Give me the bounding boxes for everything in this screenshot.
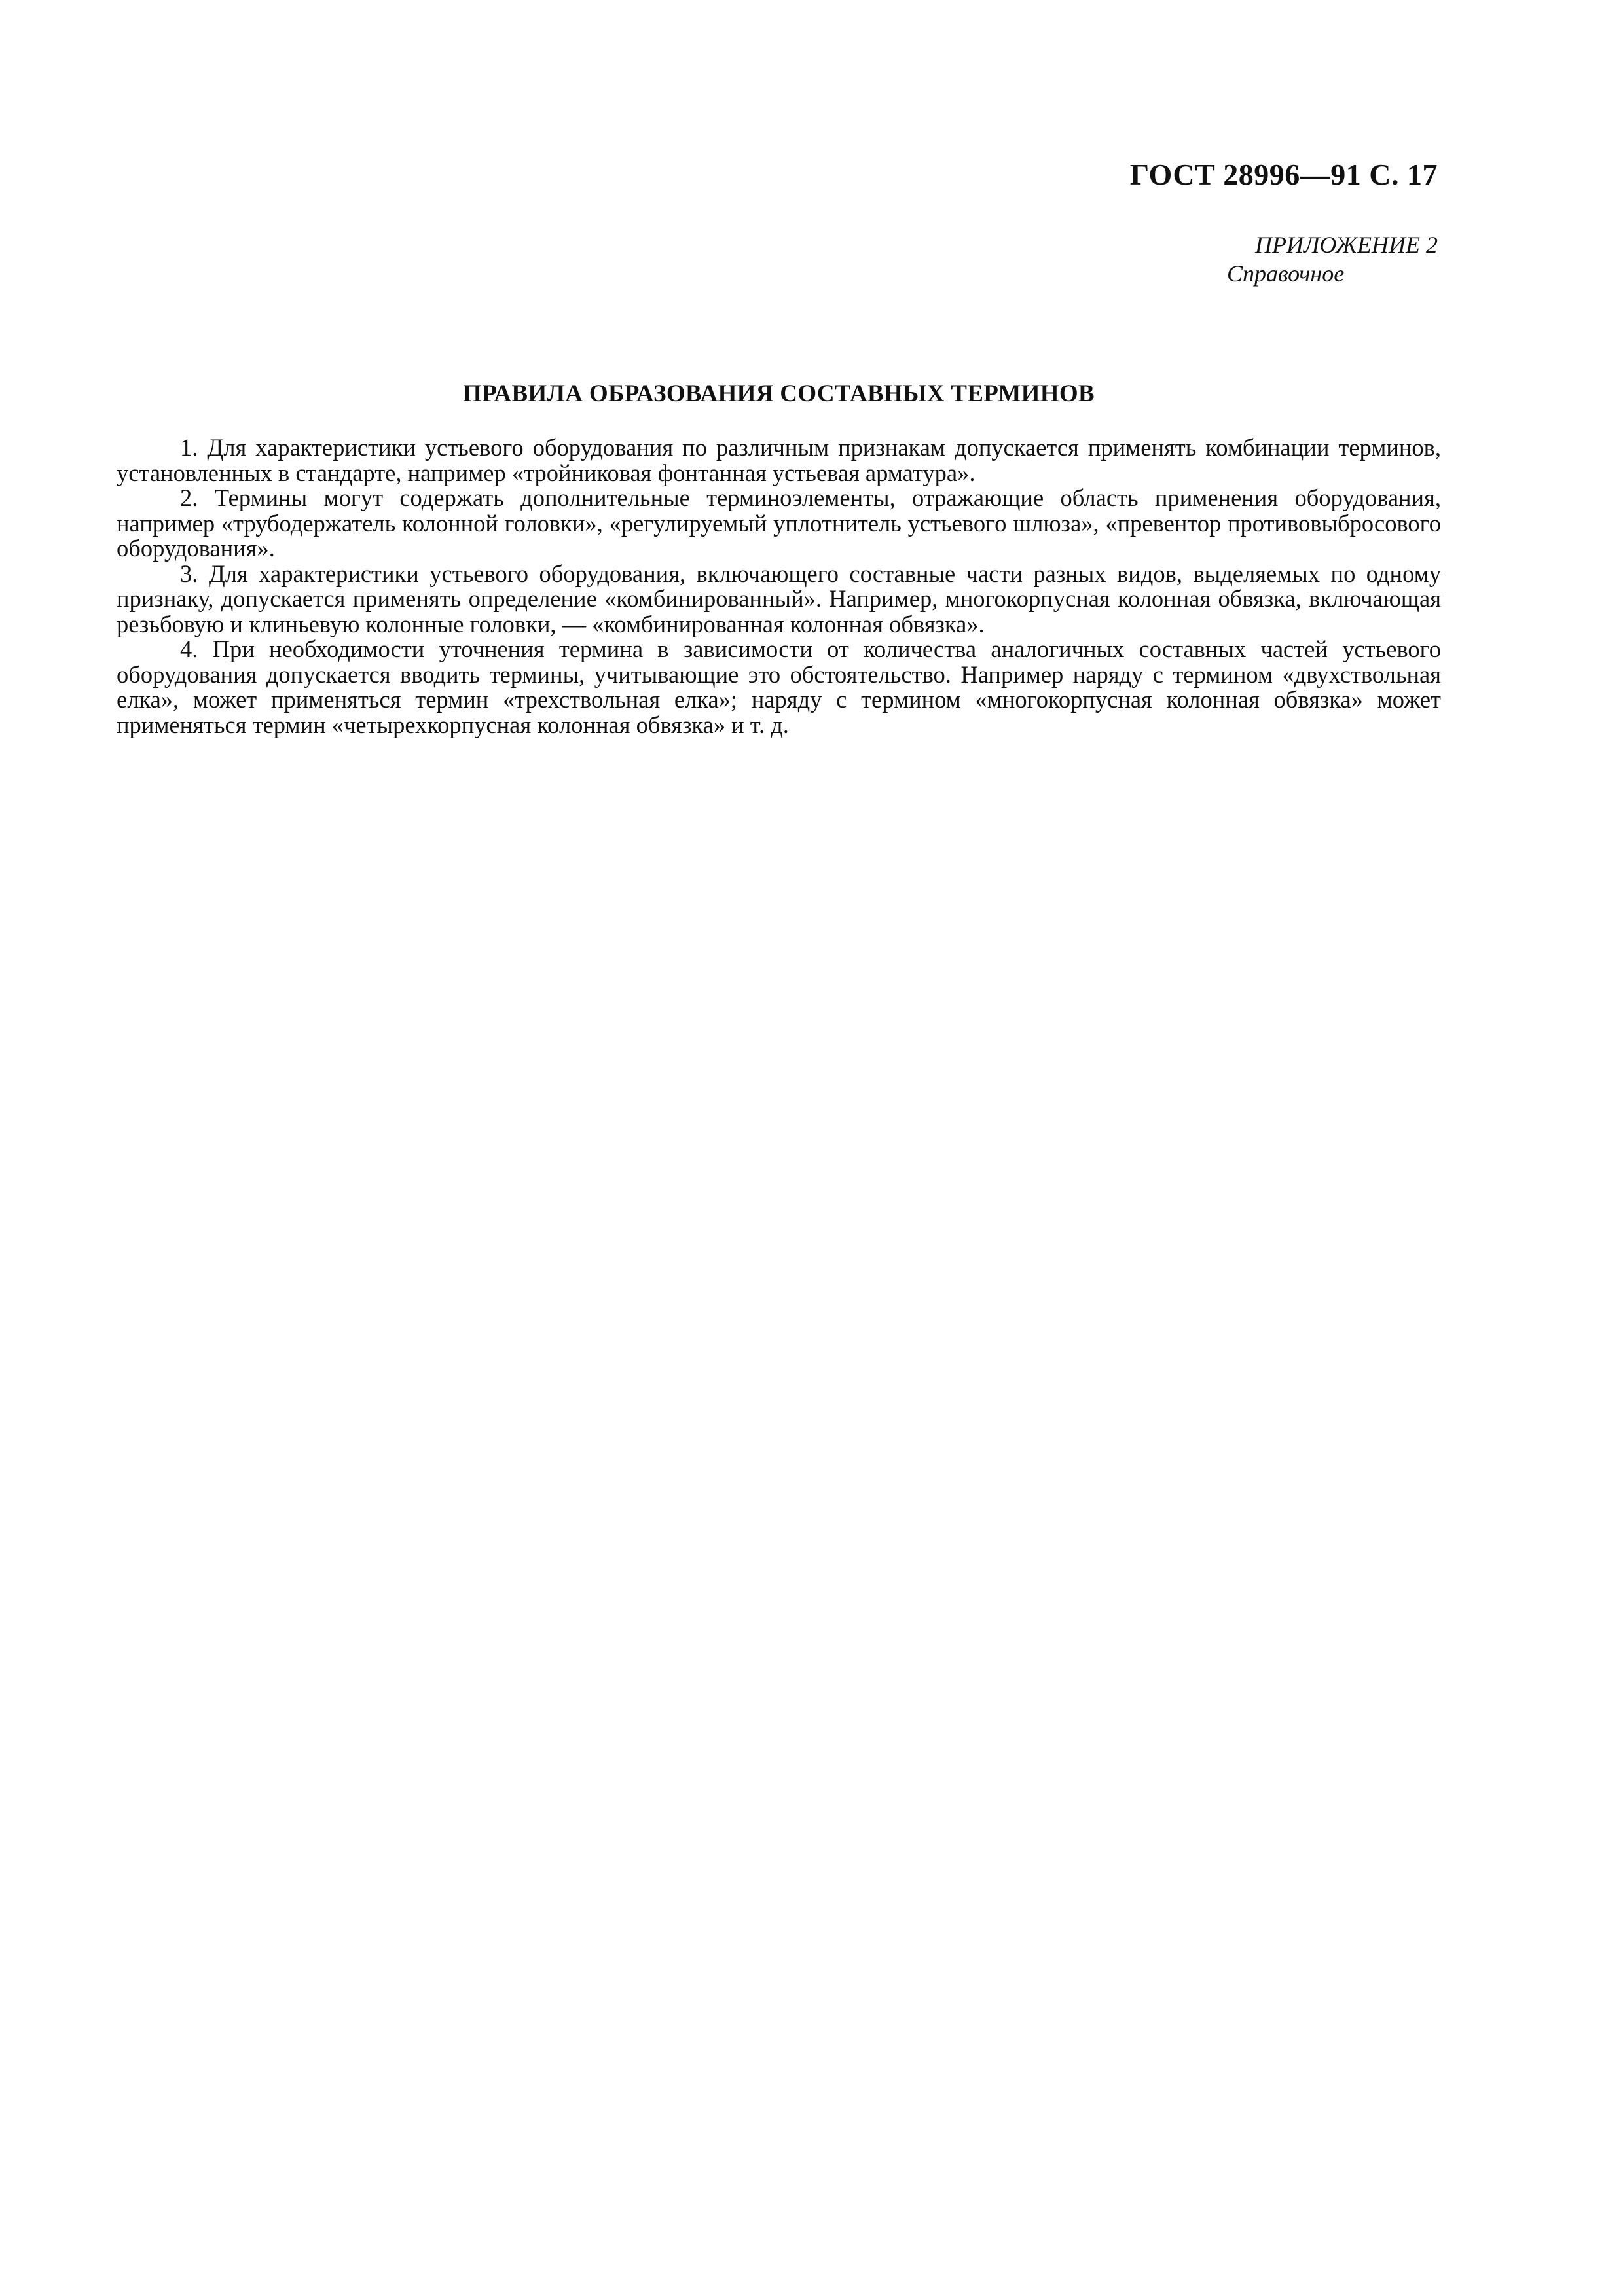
document-title: ПРАВИЛА ОБРАЗОВАНИЯ СОСТАВНЫХ ТЕРМИНОВ: [463, 380, 1095, 407]
paragraph-4: 4. При необходимости уточнения термина в зависимости от количества аналогичных составных частей устьевого оборудования допускается вводить термины, учитывающие это обстоятельство. Например наряду с термином «двухствольная елка», может применяться термин «трехствольная елка»; наряду с термином «многокорпусная колонная обвязка» может применяться термин «четырехкорпусная колонная обвязка» и т. д.: [117, 636, 1441, 738]
appendix-type: Справочное: [1227, 260, 1345, 287]
body-text: [117, 435, 1441, 738]
appendix-block: [1110, 230, 1438, 288]
paragraph-2: 2. Термины могут содержать дополнительные терминоэлементы, отражающие область применения оборудования, например «трубодержатель колонной головки», «регулируемый уплотнитель устьевого шлюза», «превентор противовыбросового оборудования».: [117, 484, 1441, 562]
paragraph-1: 1. Для характеристики устьевого оборудования по различным признакам допускается применять комбинации терминов, установленных в стандарте, например «тройниковая фонтанная устьевая арматура».: [117, 434, 1441, 486]
paragraph-3: 3. Для характеристики устьевого оборудования, включающего составные части разных видов, выделяемых по одному признаку, допускается применять определение «комбинированный». Например, многокорпусная колонная обвязка, включающая резьбовую и клиньевую колонные головки, — «комбинированная колонная обвязка».: [117, 560, 1441, 637]
page-header-code: ГОСТ 28996—91 С. 17: [1129, 158, 1438, 191]
appendix-label: ПРИЛОЖЕНИЕ 2: [1255, 232, 1438, 258]
